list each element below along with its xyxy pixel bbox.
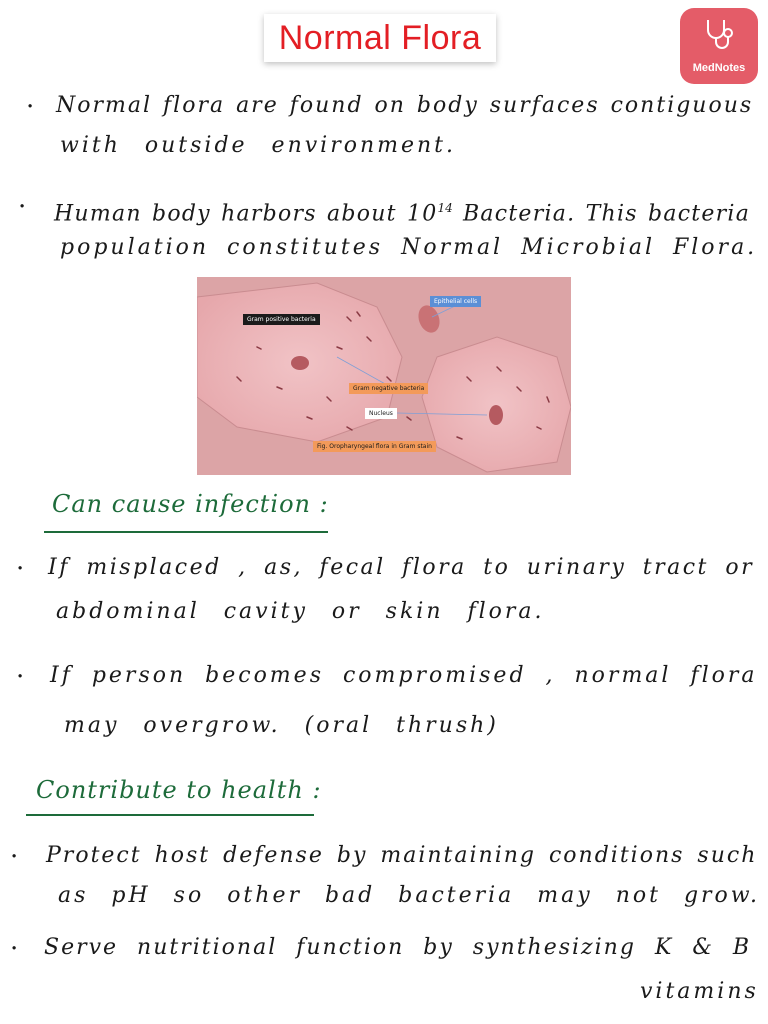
gram-stain-figure [197, 277, 571, 475]
exponent: 14 [437, 201, 453, 215]
text-fragment: Bacteria. This bacteria [452, 201, 751, 227]
intro-bullet-2-line-2: population constitutes Normal Microbial Flora. [60, 235, 758, 260]
heading-underline [44, 531, 328, 533]
bullet-dot: · [26, 92, 35, 122]
stethoscope-icon [700, 16, 738, 54]
health-bullet-1-line-1: Protect host defense by maintaining conditions such [46, 843, 758, 868]
heading-underline [26, 814, 314, 816]
bullet-dot: · [16, 662, 25, 692]
gram-positive-label: Gram positive bacteria [243, 314, 320, 325]
infection-bullet-2-line-2: may overgrow. (oral thrush) [64, 713, 499, 738]
gram-negative-label: Gram negative bacteria [349, 383, 428, 394]
figure-caption: Fig. Oropharyngeal flora in Gram stain [313, 441, 436, 452]
section-heading-infection: Can cause infection : [52, 490, 329, 518]
health-bullet-2-line-1: Serve nutritional function by synthesizing K & B [44, 935, 752, 960]
infection-bullet-1-line-2: abdominal cavity or skin flora. [56, 599, 545, 624]
bullet-dot: · [18, 192, 27, 222]
health-bullet-2-line-2: vitamins [640, 979, 759, 1004]
infection-bullet-2-line-1: If person becomes compromised , normal flora [50, 663, 758, 688]
infection-bullet-1-line-1: If misplaced , as, fecal flora to urinary tract or [48, 555, 755, 580]
logo-text: MedNotes [692, 62, 746, 74]
health-bullet-1-line-2: as pH so other bad bacteria may not grow. [58, 883, 760, 908]
intro-bullet-1-line-2: with outside environment. [60, 133, 457, 158]
mednotes-logo [680, 8, 758, 84]
intro-bullet-1-line-1: Normal flora are found on body surfaces contiguous [56, 93, 754, 118]
bullet-dot: · [10, 842, 19, 872]
title-box [264, 14, 496, 62]
epithelial-cells-label: Epithelial cells [430, 296, 481, 307]
nucleus-label: Nucleus [365, 408, 397, 419]
bullet-dot: · [10, 934, 19, 964]
page-title: Normal Flora [278, 18, 482, 57]
bullet-dot: · [16, 554, 25, 584]
text-fragment: Human body harbors about 10 [54, 201, 438, 227]
section-heading-health: Contribute to health : [36, 776, 322, 804]
